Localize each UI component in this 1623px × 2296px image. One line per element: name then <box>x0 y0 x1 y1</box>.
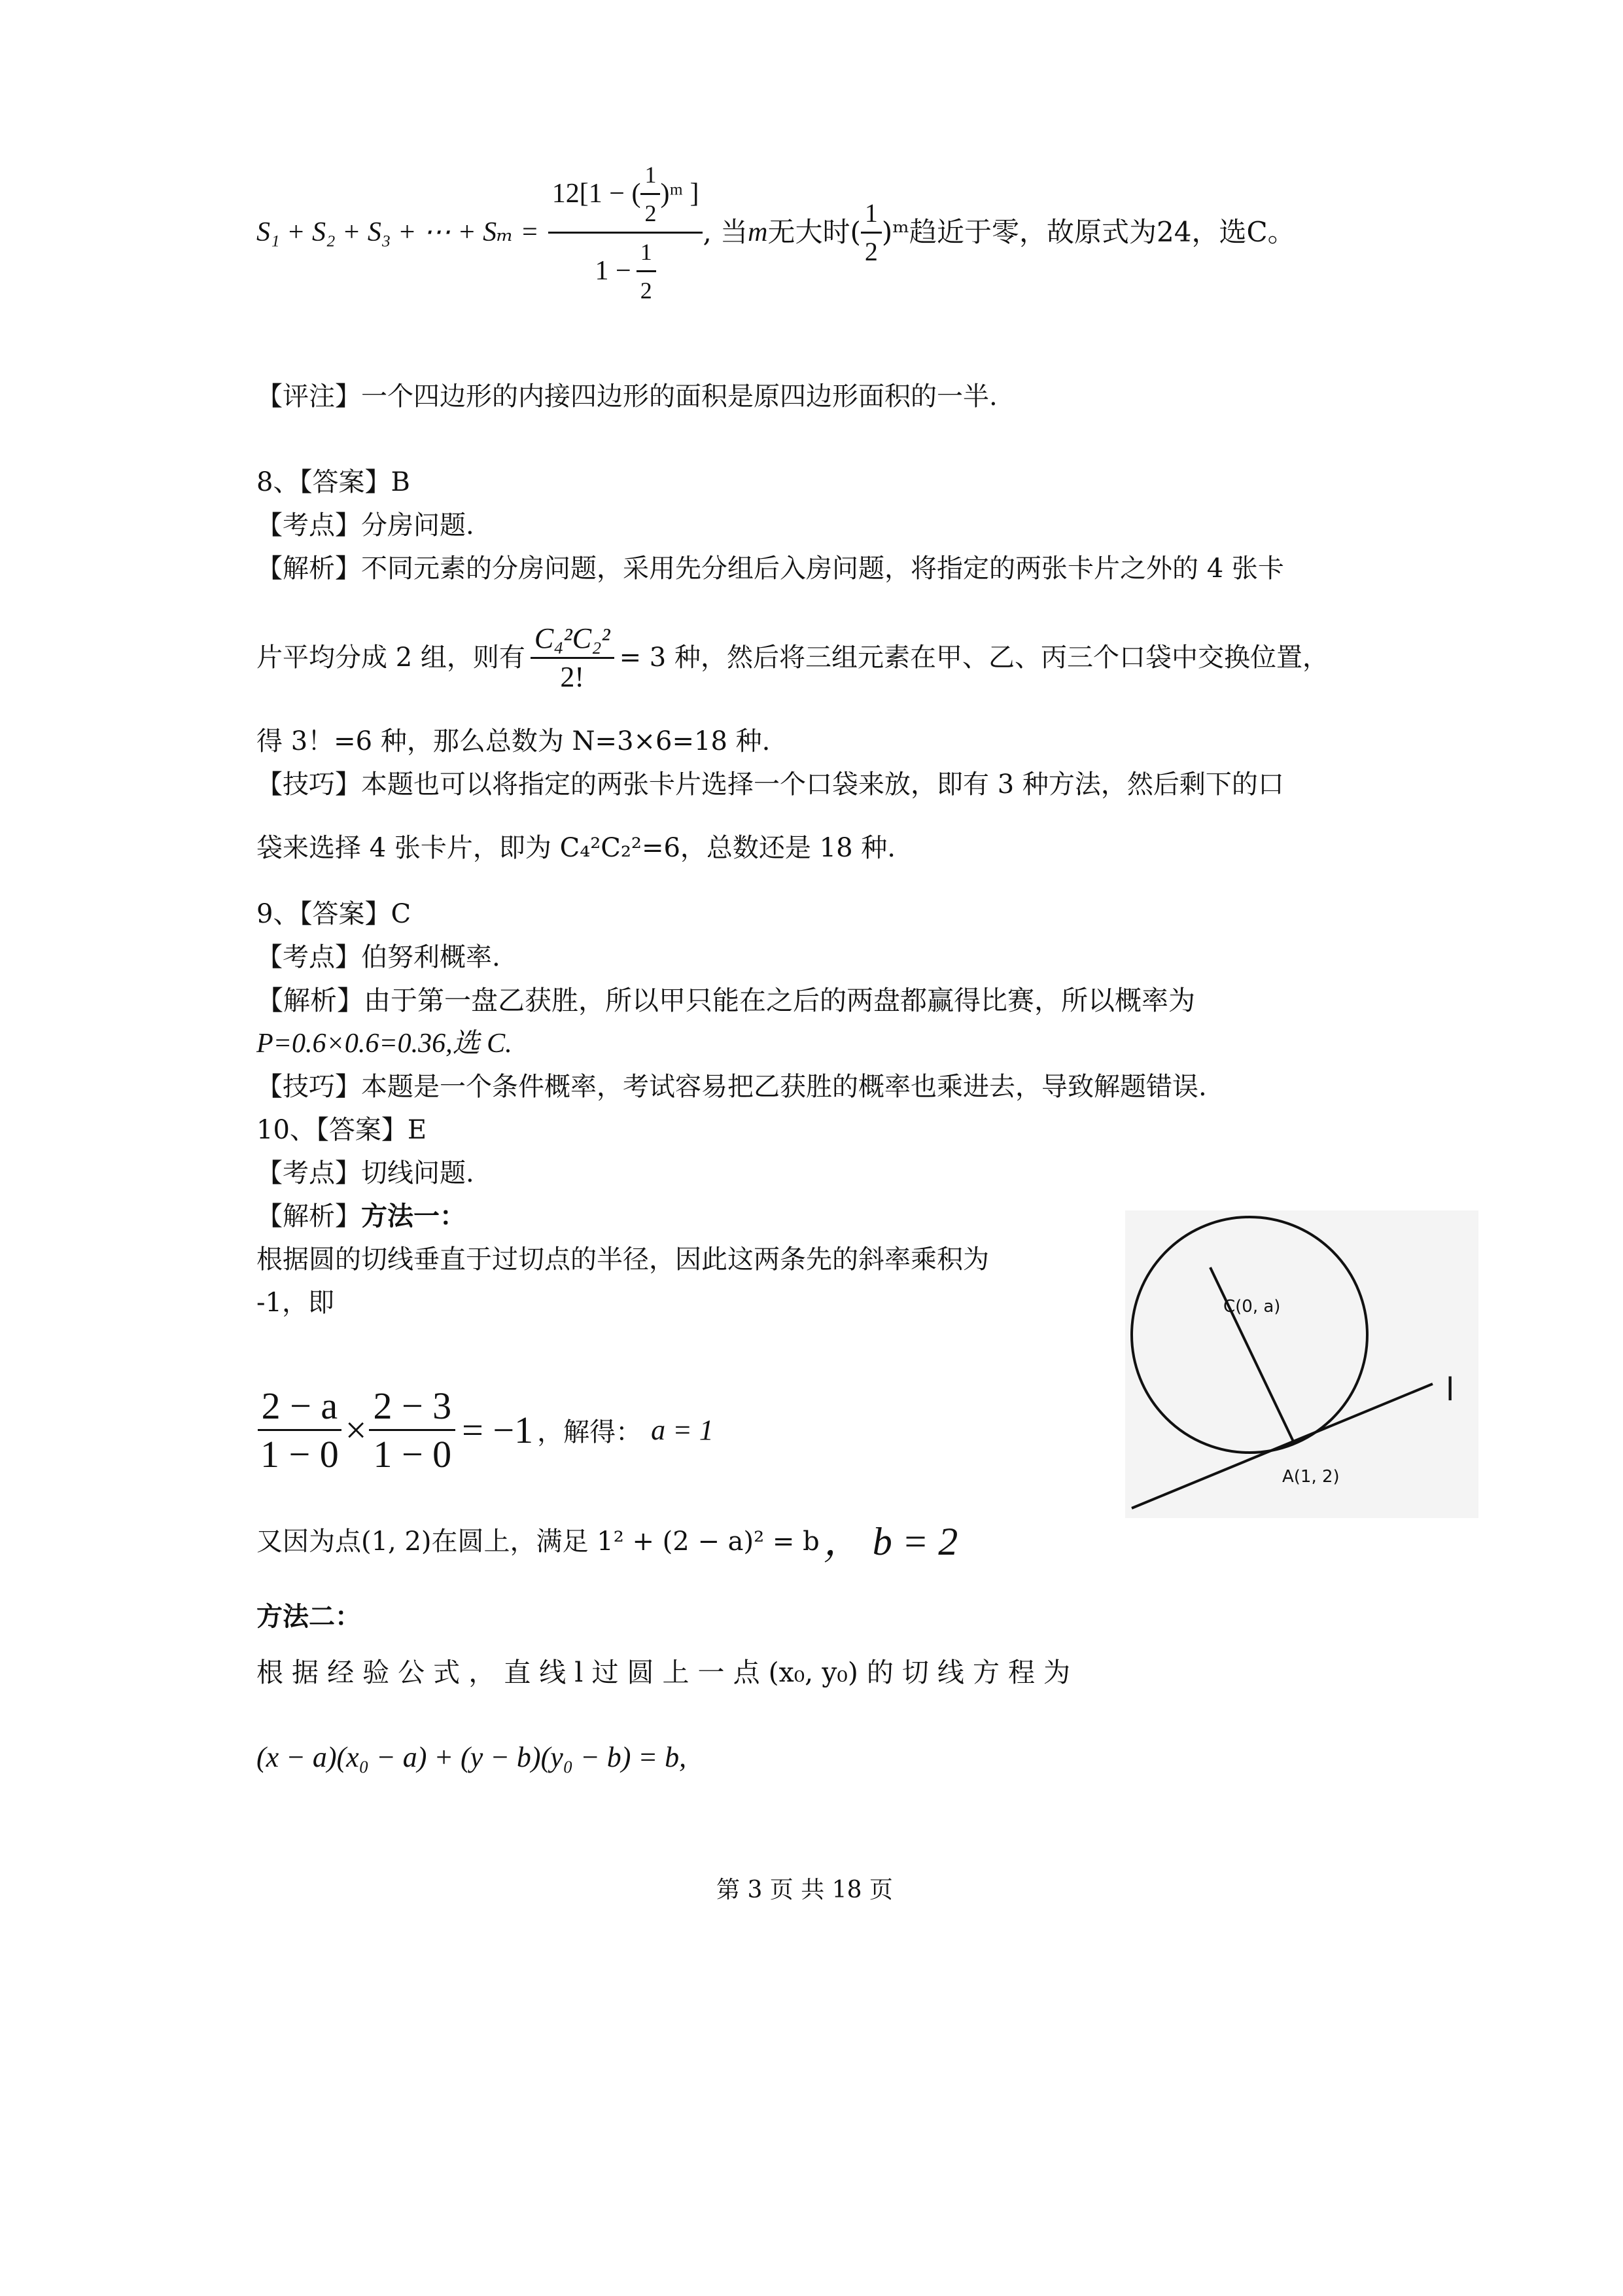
q10-method2: 方法二： <box>256 1601 361 1632</box>
q8-answer: 8、【答案】B <box>256 467 410 497</box>
point-label: A(1, 2) <box>1282 1467 1340 1487</box>
q10-jiexi-label: 【解析】方法一： <box>256 1201 466 1231</box>
q9-jiqiao: 【技巧】本题是一个条件概率，考试容易把乙获胜的概率也乘进去，导致解题错误. <box>256 1072 1207 1102</box>
q8-jiqiao-2: 袋来选择 4 张卡片，即为 C₄²C₂²=6，总数还是 18 种. <box>256 833 896 863</box>
q10-answer: 10、【答案】E <box>256 1115 427 1145</box>
slope-equation: $\frac{2 - a}{1 - 0}$ × $\frac{2 - 3}{1 - 0}$ = −1 ，解得： a = 1 <box>256 1377 714 1482</box>
q9-kaodian: 【考点】伯努利概率. <box>256 942 500 972</box>
sum-lhs: S₁ + S₂ + S₃ + ⋯ + Sₘ = <box>256 217 539 247</box>
center-label: C(0, a) <box>1223 1297 1281 1316</box>
q10-m2-eq: (x − a)(x₀ − a) + (y − b)(y₀ − b) = b, <box>256 1741 687 1773</box>
q9-jiexi-1: 【解析】由于第一盘乙获胜，所以甲只能在之后的两盘都赢得比赛，所以概率为 <box>256 985 1195 1016</box>
q8-jiexi-3: 得 3！=6 种，那么总数为 N=3×6=18 种. <box>256 726 771 756</box>
comment-line: 【评注】一个四边形的内接四边形的面积是原四边形面积的一半. <box>256 381 998 412</box>
q8-kaodian: 【考点】分房问题. <box>256 510 474 540</box>
tangent-circle-figure <box>1125 1210 1478 1518</box>
q10-text-2: -1，即 <box>256 1288 334 1318</box>
line-label: l <box>1446 1371 1455 1408</box>
q8-jiexi-1: 【解析】不同元素的分房问题，采用先分组后入房问题，将指定的两张卡片之外的 4 张卡 <box>256 554 1284 584</box>
q10-kaodian: 【考点】切线问题. <box>256 1158 474 1188</box>
q8-jiexi-2: 片平均分成 2 组，则有 $\frac{\text{C₄²C₂²}}{2!}$ = 3 种，然后将三组元素在甲、乙、丙三个口袋中交换位置， <box>256 622 1329 693</box>
q10-point-line: 又因为点(1, 2)在圆上，满足 1² + (2 − a)² = b ， b = 2 <box>256 1520 958 1563</box>
q8-jiqiao-1: 【技巧】本题也可以将指定的两张卡片选择一个口袋来放，即有 3 种方法，然后剩下的口 <box>256 769 1284 800</box>
page-footer: 第 3 页 共 18 页 <box>716 1877 893 1903</box>
q9-answer: 9、【答案】C <box>256 899 411 929</box>
sum-fraction: 12[1 − ( $\frac{1}{2}$ )ᵐ ] 1 − $\frac{1}{2}$ <box>548 158 703 308</box>
q10-m2-text: 根 据 经 验 公 式 ， 直 线 l 过 圆 上 一 点 (x₀, y₀) 的 切 线 方 程 为 <box>256 1657 1071 1688</box>
series-sum-formula: S₁ + S₂ + S₃ + ⋯ + Sₘ = 12[1 − ( $\frac{1}{2}$ )ᵐ ] 1 − $\frac{1}{2}$ , 当 m 无大时( $\frac{1}{2}$ )ᵐ趋近于零，故原式为24，选C。 <box>256 141 1295 324</box>
q9-jiexi-2: P=0.6×0.6=0.36,选 C. <box>256 1029 512 1059</box>
combination-fraction: $\frac{\text{C₄²C₂²}}{2!}$ <box>531 622 614 694</box>
q10-text-1: 根据圆的切线垂直于过切点的半径，因此这两条先的斜率乘积为 <box>256 1245 989 1275</box>
